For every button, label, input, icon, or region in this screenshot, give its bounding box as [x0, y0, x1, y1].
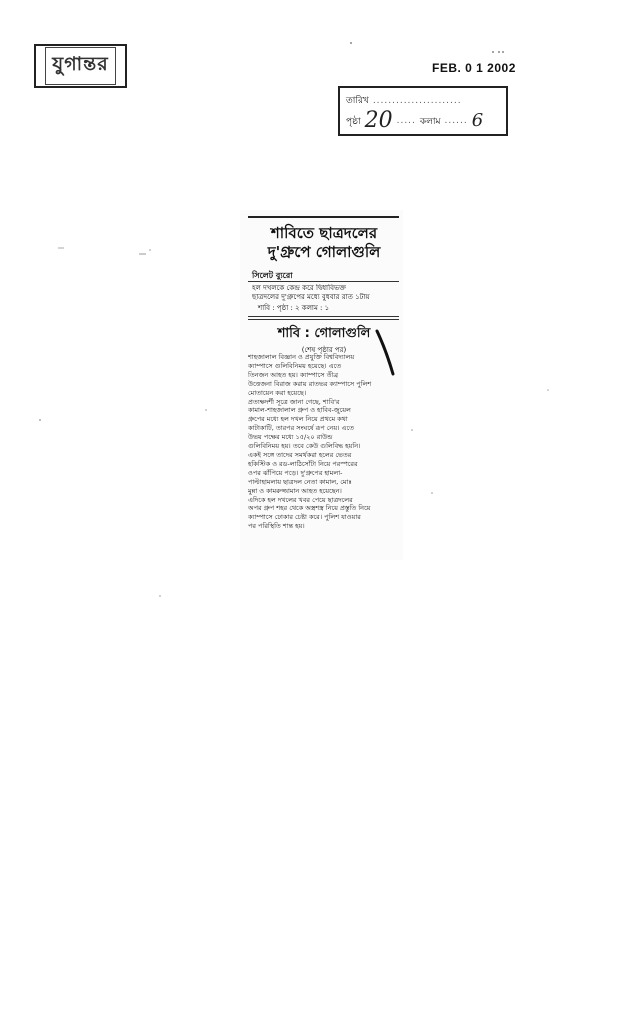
section-rule [248, 316, 399, 317]
publication-name: যুগান্তর [45, 47, 115, 85]
jump-line: শাবি : পৃষ্ঠা : ২ কলাম : ১ [258, 304, 330, 312]
headline-line-1: শাবিতে ছাত্রদলের [270, 224, 378, 242]
ref-date-dots: ....................... [372, 95, 462, 106]
ref-column-label: কলাম [419, 116, 441, 127]
body-line: ওপর ঝাঁপিয়ে পড়ে। দু'গ্রুপের হামলা- [248, 468, 343, 477]
body-line: পর পরিস্থিতি শান্ত হয়। [248, 522, 305, 531]
body-line: ক্যাম্পাসে গুলিবিনিময় হয়েছে। এতে [248, 361, 342, 370]
body-line: কাটাকাটি, তারপর সংঘর্ষে রূপ নেয়। এতে [248, 424, 354, 433]
intro-line: ছাত্রদলের দু'গ্রুপের মধ্যে বুধবার রাত ১টায় [252, 293, 370, 301]
body-line: মোতায়েন করা হয়েছে। [248, 388, 307, 397]
date-stamp: FEB. 0 1 2002 [432, 61, 516, 75]
body-line: পাল্টাহামলায় ছাত্রদল নেতা কামাল, মোঃ [248, 477, 352, 486]
intro-line: হল দখলকে কেন্দ্র করে দ্বিধাবিভক্ত [252, 284, 346, 292]
body-line: শাহজালাল বিজ্ঞান ও প্রযুক্তি বিশ্ববিদ্যালয় [248, 353, 355, 361]
reference-box [338, 86, 508, 136]
publication-stamp [34, 44, 127, 88]
body-line: উভয় পক্ষের মধ্যে ১৫/২০ রাউন্ড [248, 433, 333, 442]
headline-line-2: দু'গ্রুপে গোলাগুলি [267, 243, 381, 261]
ref-page-dots: ..... [396, 116, 416, 126]
byline: সিলেট ব্যুরো [252, 271, 293, 280]
body-line: হকিস্টিক ও রড-লাঠিসোঁটা নিয়ে পরস্পরের [248, 459, 358, 468]
body-line: গুলিবিনিময় হয়। তবে কেউ গুলিবিদ্ধ হয়নি। [248, 442, 361, 451]
section-rule [248, 319, 399, 320]
ref-column-dots: ...... [444, 116, 468, 126]
body-line: কামাল-শাহজালাল গ্রুপ ও হাবিব-জুয়েল [248, 406, 351, 415]
body-line: অপর গ্রুপ শহর থেকে অস্ত্রশস্ত্র নিয়ে প্রস্তুতি নিয়ে [248, 504, 371, 513]
body-line: একই সঙ্গে তাদের সমর্থকরা হলের ভেতর [248, 450, 352, 459]
continued-note: (শেষ পৃষ্ঠার পর) [301, 346, 347, 354]
continuation-headline: শাবি : গোলাগুলি [277, 326, 371, 341]
headline [248, 224, 400, 262]
ref-page-row [346, 110, 483, 132]
body-line: প্রত্যক্ষদর্শী সূত্রে জানা গেছে, শাবি'র [248, 397, 340, 406]
ref-column-value: 6 [471, 110, 484, 131]
ref-page-label: পৃষ্ঠা [346, 116, 361, 127]
body-line: এদিকে হল দখলের খবর পেয়ে ছাত্রদলের [248, 495, 353, 504]
body-line: মুন্না ও কামরুজ্জামান আহত হয়েছেন। [248, 486, 342, 495]
byline-rule [248, 281, 399, 282]
body-line: তিনজন আহত হয়। ক্যাম্পাসে তীব্র [248, 370, 339, 379]
newspaper-clipping [240, 210, 403, 560]
ref-date-label: তারিখ [346, 96, 369, 106]
article-body [248, 353, 398, 531]
ref-page-value: 20 [364, 108, 393, 133]
body-line: গ্রুপের মধ্যে হল দখল নিয়ে প্রথমে কথা [248, 415, 348, 424]
body-line: ক্যাম্পাসে ঢোকার চেষ্টা করে। পুলিশ যাওয়ার [248, 513, 361, 522]
intro [252, 284, 398, 302]
clip-top-rule [248, 216, 399, 218]
body-line: উত্তেজনা বিরাজ করায় রাতভর ক্যাম্পাসে পুলিশ [248, 379, 372, 388]
ref-date-row [346, 93, 462, 108]
